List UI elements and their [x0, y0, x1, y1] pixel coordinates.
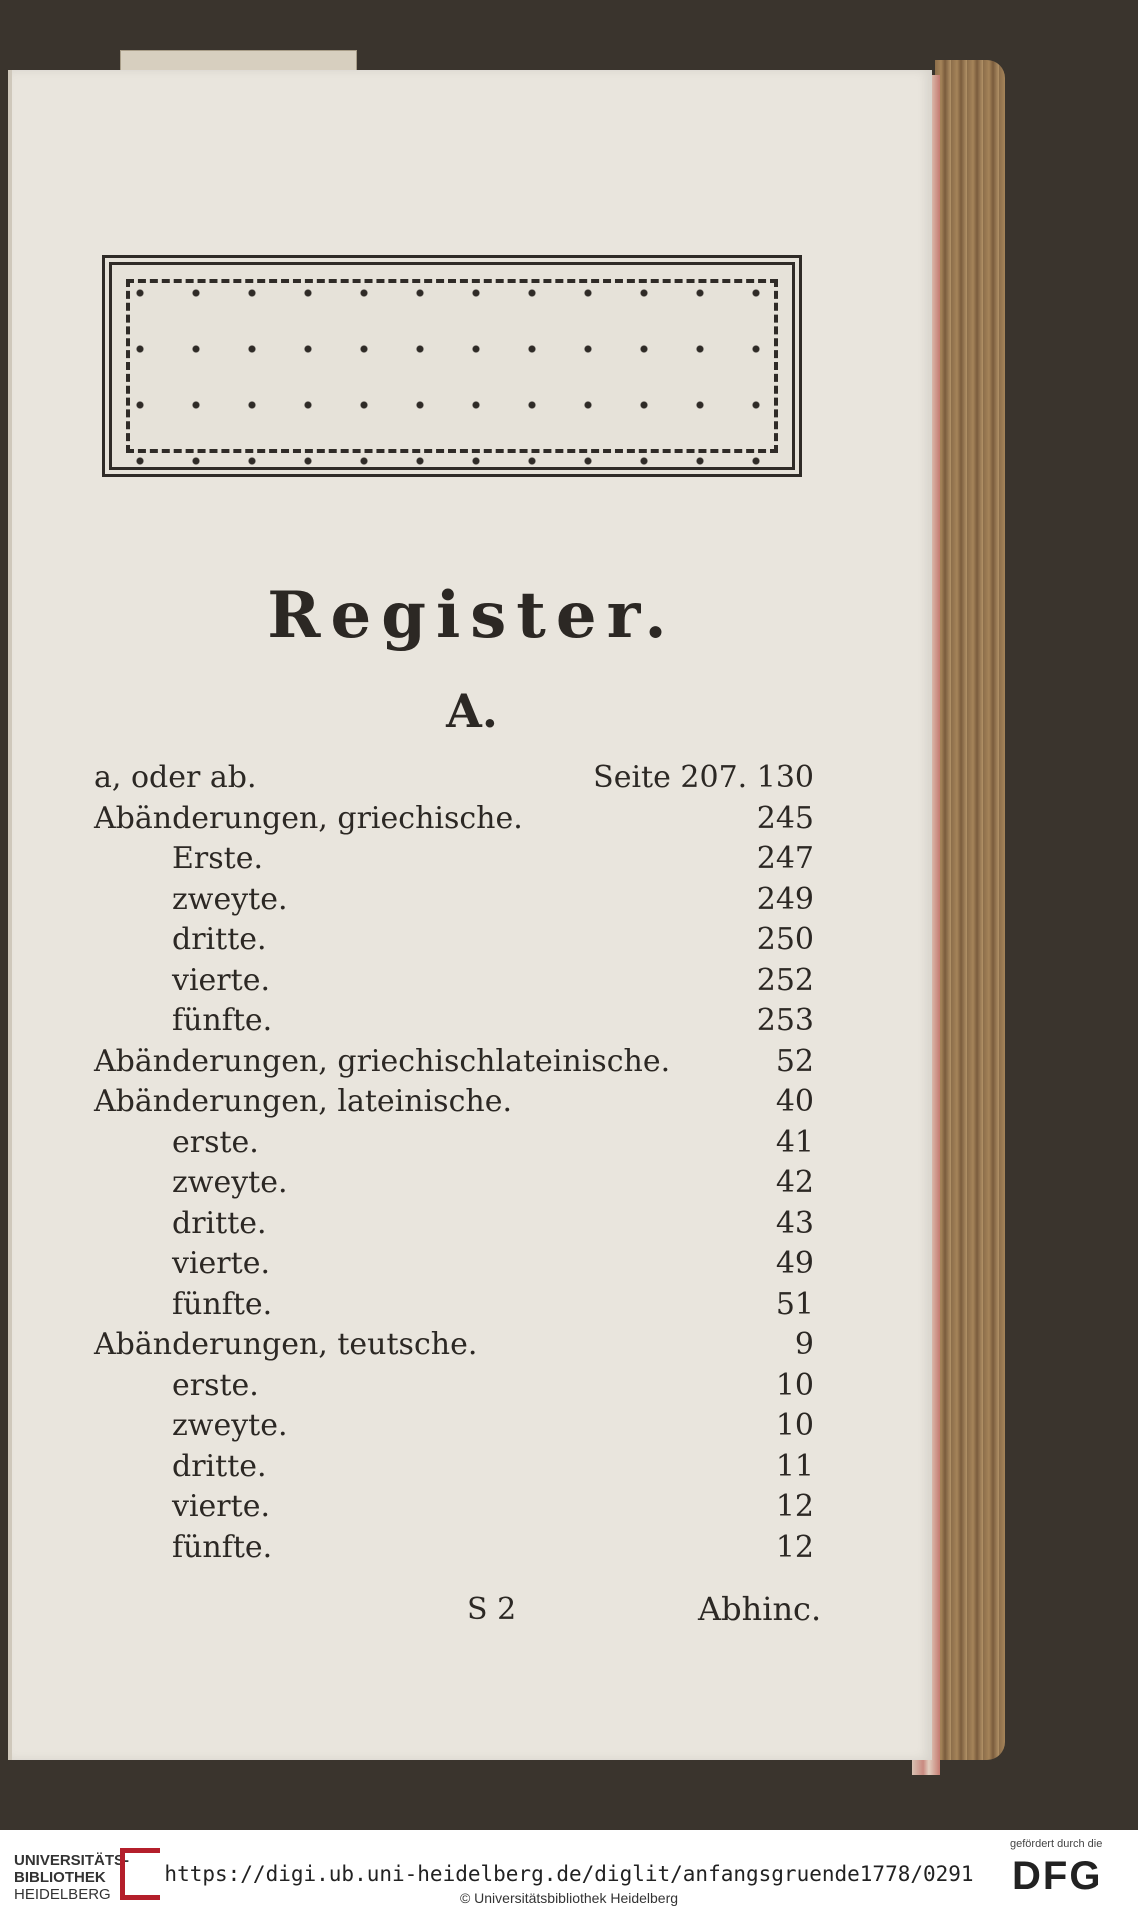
entry-label: vierte. [172, 1246, 270, 1281]
register-entry [12, 920, 932, 960]
entry-label: fünfte. [172, 1286, 273, 1322]
funding-note: gefördert durch die [1010, 1838, 1103, 1850]
signature-mark: S 2 [467, 1592, 517, 1627]
entry-page-number: 252 [756, 962, 814, 998]
register-entry [12, 1325, 932, 1365]
register-entry [12, 839, 932, 879]
register-entry [12, 1366, 932, 1406]
register-entry [12, 1082, 932, 1122]
entry-label: Abänderungen, griechische. [94, 800, 523, 836]
entry-label: fünfte. [172, 1529, 273, 1565]
entry-label: Erste. [172, 841, 263, 876]
page-title: Register. [267, 578, 677, 653]
entry-page-number: 10 [775, 1367, 814, 1403]
entry-label: dritte. [172, 1448, 267, 1484]
register-entry [12, 880, 932, 920]
entry-label: dritte. [172, 1205, 267, 1241]
register-entry [12, 799, 932, 839]
book-fore-edge [935, 60, 1005, 1760]
copyright-notice: © Universitätsbibliothek Heidelberg [459, 1890, 679, 1906]
library-name-line3: HEIDELBERG [14, 1886, 111, 1903]
entry-label: erste. [172, 1367, 259, 1403]
entry-page-number: 247 [756, 841, 814, 876]
register-entry [12, 1123, 932, 1163]
entry-page-number: 49 [775, 1246, 814, 1281]
register-entry [12, 1244, 932, 1284]
entry-page-number: 42 [775, 1165, 814, 1200]
register-entry [12, 758, 932, 798]
entry-page-number: 11 [775, 1448, 814, 1484]
register-entry [12, 1204, 932, 1244]
entry-label: Abänderungen, griechischlateinische. [94, 1043, 671, 1079]
entry-page-number: 41 [775, 1124, 814, 1160]
entry-page-number: 12 [775, 1489, 814, 1524]
entry-label: erste. [172, 1124, 259, 1160]
entry-page-number: 43 [775, 1205, 814, 1241]
register-entry [12, 1406, 932, 1446]
ornament-headpiece [102, 255, 802, 477]
entry-page-number: 245 [756, 800, 814, 836]
register-entry [12, 1447, 932, 1487]
entry-label: vierte. [172, 1489, 270, 1524]
entry-page-number: 249 [756, 881, 814, 917]
library-name-line1: UNIVERSITÄTS- [14, 1852, 130, 1869]
entry-label: Abänderungen, lateinische. [94, 1084, 512, 1119]
entry-page-number: 40 [775, 1084, 814, 1119]
permalink-url[interactable]: https://digi.ub.uni-heidelberg.de/diglit/anfangsgruende1778/0291 [164, 1862, 974, 1886]
entry-label: Abänderungen, teutsche. [94, 1327, 478, 1362]
entry-page-number: 12 [775, 1529, 814, 1565]
entry-page-number: 10 [775, 1408, 814, 1443]
entry-page-number: 250 [756, 922, 814, 957]
entry-page-number: 9 [794, 1327, 814, 1362]
register-entry [12, 1001, 932, 1041]
entry-page-number: 52 [775, 1043, 814, 1079]
entry-label: dritte. [172, 922, 267, 957]
entry-page-number: Seite 207. 130 [593, 760, 814, 795]
register-entry [12, 1042, 932, 1082]
entry-label: a, oder ab. [94, 760, 257, 795]
register-entry [12, 1528, 932, 1568]
register-entry [12, 961, 932, 1001]
catchword: Abhinc. [698, 1590, 822, 1628]
book-page [8, 70, 932, 1760]
entry-label: zweyte. [172, 1408, 288, 1443]
entry-label: zweyte. [172, 1165, 288, 1200]
entry-page-number: 253 [756, 1003, 814, 1038]
dfg-logo[interactable]: DFG [1012, 1854, 1103, 1898]
entry-label: zweyte. [172, 881, 288, 917]
register-entry [12, 1163, 932, 1203]
entry-page-number: 51 [775, 1286, 814, 1322]
entry-label: fünfte. [172, 1003, 273, 1038]
entry-label: vierte. [172, 962, 270, 998]
library-name-line2: BIBLIOTHEK [14, 1869, 106, 1886]
section-letter: A. [446, 684, 498, 738]
register-entry [12, 1487, 932, 1527]
register-entry [12, 1285, 932, 1325]
